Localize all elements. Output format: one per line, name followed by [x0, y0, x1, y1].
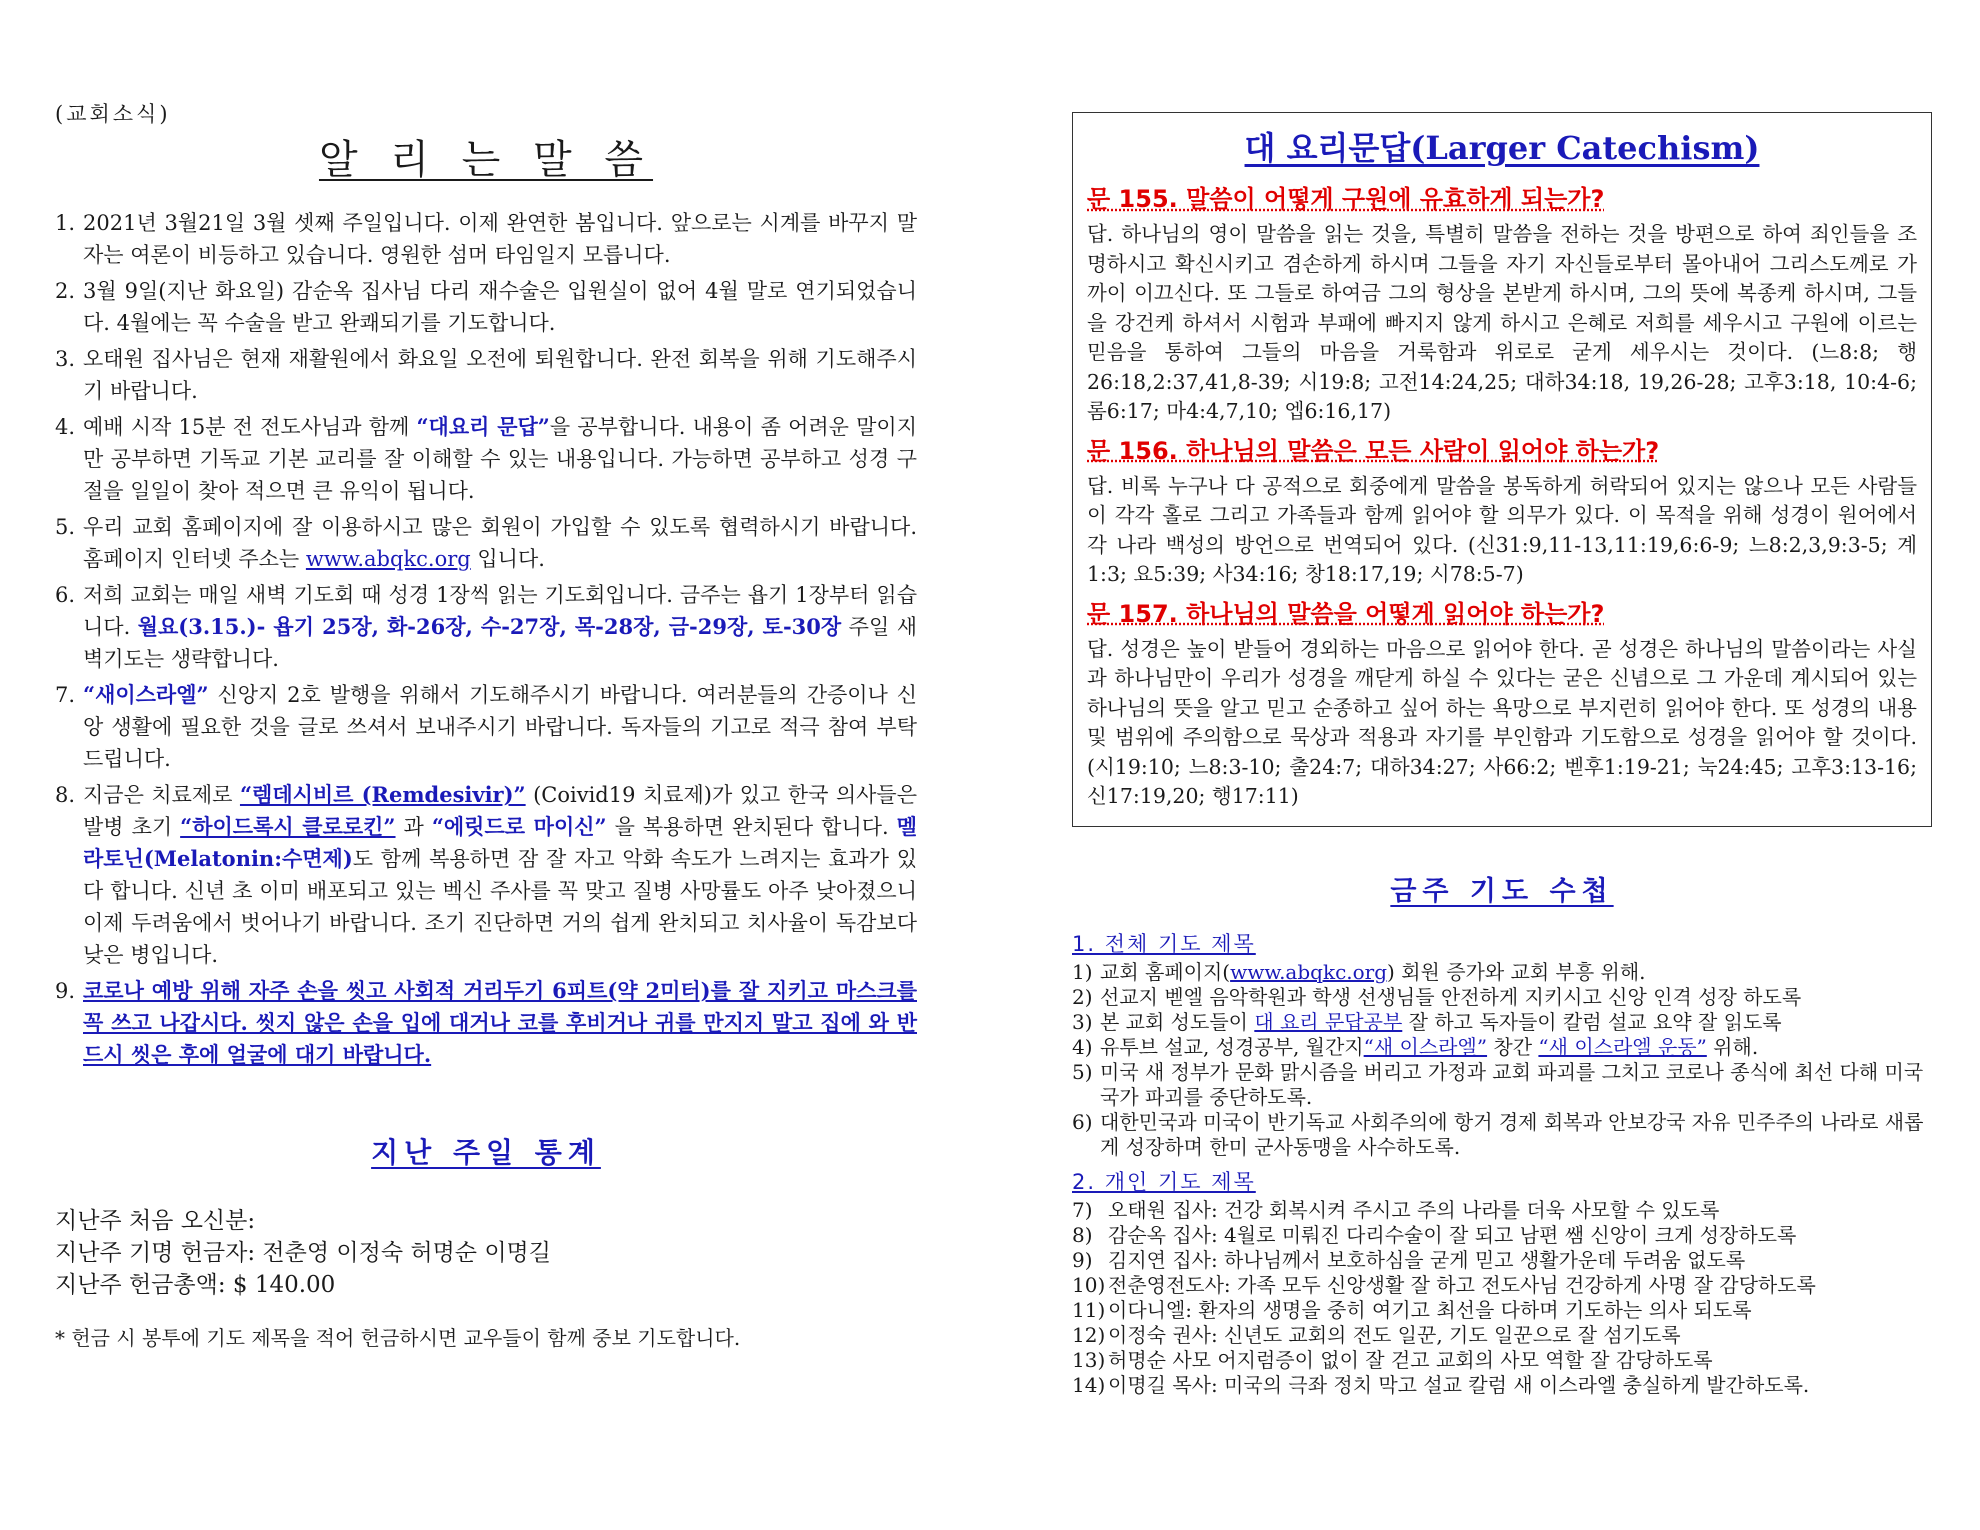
prayer-number: 5) — [1072, 1059, 1093, 1084]
notice-number: 6. — [55, 583, 76, 607]
text-segment: “대요리 문답” — [416, 414, 550, 439]
left-column — [55, 120, 917, 1353]
text-segment: 주일 새벽기도는 생략합니다. — [83, 615, 917, 671]
notice-number: 1. — [55, 211, 76, 235]
stats-title: 지난 주일 통계 — [371, 1136, 601, 1169]
text-segment: “렘데시비르 (Remdesivir)” — [239, 782, 526, 807]
prayer-item — [1072, 1035, 1932, 1060]
prayer-item — [1072, 1223, 1932, 1248]
notice-number: 5. — [55, 515, 76, 539]
prayer-number: 8) — [1072, 1222, 1093, 1247]
general-prayer-list — [1072, 960, 1932, 1160]
catechism-items — [1087, 179, 1917, 812]
catechism-answer: 답. 하나님의 영이 말씀을 읽는 것을, 특별히 말씀을 전하는 것을 방편으로 하여 죄인들을 조명하시고 확신시키고 겸손하게 하시며 그들을 자기 자신들로부터 몰아내어 그리스도께로 가까이 이끄신다. 또 그들로 하여금 그의 형상을 본받게 하시며, 그의 뜻에 복종케 하시며, 그들을 강건케 하셔서 시험과 부패에 빠지지 않게 하시고 은혜로 저희를 세우시고 구원에 이르는 믿음을 통하여 그들의 마음을 거룩함과 위로로 굳게 세우시는 것이다. (느8:8; 행26:18,2:37,41,8-39; 시19:8; 고전14:24,25; 대하34:18, 19,26-28; 고후3:18, 10:4-6; 롬6:17; 마4:4,7,10; 엡6:16,17) — [1087, 222, 1917, 423]
text-segment: “새 이스라엘” — [1363, 1034, 1488, 1059]
text-segment: 을 복용하면 완치된다 합니다. — [606, 815, 897, 839]
prayer-number: 4) — [1072, 1034, 1093, 1059]
text-segment: 지금은 치료제로 — [83, 783, 240, 807]
text-segment: 3월 9일(지난 화요일) 감순옥 집사님 다리 재수술은 입원실이 없어 4월 말로 연기되었습니다. 4월에는 꼭 수술을 받고 완쾌되기를 기도합니다. — [83, 279, 917, 335]
prayer-number: 13) — [1072, 1347, 1106, 1372]
prayer-item — [1072, 1248, 1932, 1273]
right-column — [1072, 112, 1932, 1398]
catechism-question: 문 157. 하나님의 말씀을 어떻게 읽어야 하는가? — [1087, 599, 1605, 628]
text-segment: 유투브 설교, 성경공부, 월간지 — [1100, 1034, 1364, 1059]
prayer-text: 오태원 집사: 건강 회복시켜 주시고 주의 나라를 더욱 사모할 수 있도록 — [1108, 1197, 1720, 1222]
prayer-item — [1072, 1060, 1932, 1110]
notice-item — [55, 207, 917, 271]
prayer-text: 감순옥 집사: 4월로 미뤄진 다리수술이 잘 되고 남편 쌤 신앙이 크게 성장하도록 — [1108, 1222, 1797, 1247]
notice-number: 2. — [55, 279, 76, 303]
prayer-item — [1072, 1198, 1932, 1223]
prayer-text: 허명순 사모 어지럼증이 없이 잘 걷고 교회의 사모 역할 잘 감당하도록 — [1108, 1347, 1713, 1372]
text-segment: 신앙지 2호 발행을 위해서 기도해주시기 바랍니다. 여러분들의 간증이나 신앙 생활에 필요한 것을 글로 쓰셔서 보내주시기 바랍니다. 독자들의 기고로 적극 참여 부탁드립니다. — [83, 683, 917, 771]
notice-item — [55, 975, 917, 1071]
prayer-text: 이정숙 권사: 신년도 교회의 전도 일꾼, 기도 일꾼으로 잘 섬기도록 — [1108, 1322, 1681, 1347]
text-segment: 저희 교회는 매일 새벽 기도회 때 성경 1장씩 읽는 기도회입니다. 금주는 욥기 1장부터 읽습니다. — [83, 583, 917, 639]
prayer-item — [1072, 985, 1932, 1010]
text-segment: 선교지 벧엘 음악학원과 학생 선생님들 안전하게 지키시고 신앙 인격 성장 하도록 — [1100, 984, 1802, 1009]
prayer-text: 김지연 집사: 하나님께서 보호하심을 굳게 믿고 생활가운데 두려움 없도록 — [1108, 1247, 1746, 1272]
notice-number: 8. — [55, 783, 76, 807]
text-segment: “새이스라엘” — [83, 682, 209, 707]
text-segment: 오태원 집사님은 현재 재활원에서 화요일 오전에 퇴원합니다. 완전 회복을 위해 기도해주시기 바랍니다. — [83, 347, 917, 403]
text-segment: “하이드록시 클로로킨” — [180, 814, 396, 839]
text-segment: 대 요리 문답공부 — [1254, 1009, 1403, 1034]
text-segment: 본 교회 성도들이 — [1100, 1009, 1255, 1034]
prayer-number: 1) — [1072, 959, 1093, 984]
catechism-answer: 답. 성경은 높이 받들어 경외하는 마음으로 읽어야 한다. 곧 성경은 하나님의 말씀이라는 사실과 하나님만이 우리가 성경을 깨닫게 하실 수 있다는 굳은 신념으로 그 가운데 계시되어 있는 하나님의 뜻을 알고 믿고 순종하고 싶어 하는 욕망으로 부지런히 읽어야 한다. 또 성경의 내용 및 범위에 주의함으로 묵상과 적용과 자기를 부인함과 기도함으로 성경을 읽어야 할 것이다. (시19:10; 느8:3-10; 출24:7; 대하34:27; 사66:2; 벧후1:19-21; 눅24:45; 고후3:13-16; 신17:19,20; 행17:11) — [1087, 636, 1917, 808]
catechism-question: 문 155. 말씀이 어떻게 구원에 유효하게 되는가? — [1087, 185, 1605, 213]
homepage-link[interactable]: www.abqkc.org — [1230, 959, 1388, 984]
text-segment: 도 함께 복용하면 잠 잘 자고 악화 속도가 느려지는 효과가 있다 합니다. 신년 초 이미 배포되고 있는 벡신 주사를 꼭 맞고 질병 사망률도 아주 낮아졌으니 이제 두려움에서 벗어나기 바랍니다. 조기 진단하면 거의 쉽게 완치되고 치사율이 독감보다 낮은 병입니다. — [83, 847, 917, 967]
general-prayer-heading: 1. 전체 기도 제목 — [1072, 931, 1256, 956]
text-segment: 2021년 3월21일 3월 셋째 주일입니다. 이제 완연한 봄입니다. 앞으로는 시계를 바꾸지 말자는 여론이 비등하고 있습니다. 영원한 섬머 타임일지 모릅니다. — [83, 211, 917, 267]
text-segment: 과 — [395, 815, 432, 839]
church-news-tag: (교회소식) — [55, 102, 171, 126]
prayer-text: 이명길 목사: 미국의 극좌 정치 막고 설교 칼럼 새 이스라엘 충실하게 발간하도록. — [1108, 1372, 1810, 1397]
catechism-title: 대 요리문답(Larger Catechism) — [1244, 129, 1760, 167]
prayer-number: 6) — [1072, 1109, 1093, 1134]
text-segment: 우리 교회 홈페이지에 잘 이용하시고 많은 회원이 가입할 수 있도록 협력하시기 바랍니다. 홈페이지 인터넷 주소는 — [83, 515, 917, 571]
offering-total-line: 지난주 헌금총액: $ 140.00 — [55, 1272, 336, 1298]
notice-number: 9. — [55, 979, 76, 1003]
prayer-number: 11) — [1072, 1297, 1106, 1322]
text-segment: 을 공부합니다. 내용이 좀 어려운 말이지만 공부하면 기독교 기본 교리를 잘 이해할 수 있는 내용입니다. 가능하면 공부하고 성경 구절을 일일이 찾아 적으면 큰 유익이 됩니다. — [83, 415, 917, 503]
first-visitors-line: 지난주 처음 오신분: — [55, 1208, 256, 1234]
prayer-item — [1072, 960, 1932, 985]
text-segment: 잘 하고 독자들이 칼럼 설교 요약 잘 읽도록 — [1402, 1009, 1782, 1034]
prayer-text: 전춘영전도사: 가족 모두 신앙생활 잘 하고 전도사님 건강하게 사명 잘 감당하도록 — [1108, 1272, 1816, 1297]
prayer-text: 이다니엘: 환자의 생명을 중히 여기고 최선을 다하며 기도하는 의사 되도록 — [1108, 1297, 1752, 1322]
text-segment: 대한민국과 미국이 반기독교 사회주의에 항거 경제 회복과 안보강국 자유 민주주의 나라로 새롭게 성장하며 한미 군사동맹을 사수하도록. — [1100, 1109, 1924, 1159]
text-segment: 월요(3.15.)- 욥기 25장, 화-26장, 수-27장, 목-28장, 금-29장, 토-30장 — [137, 614, 842, 639]
prayer-number: 7) — [1072, 1197, 1093, 1222]
catechism-question: 문 156. 하나님의 말씀은 모든 사람이 읽어야 하는가? — [1087, 436, 1660, 465]
prayer-item — [1072, 1273, 1932, 1298]
notice-item — [55, 779, 917, 971]
homepage-link[interactable]: www.abqkc.org — [305, 547, 471, 571]
text-segment: 예배 시작 15분 전 전도사님과 함께 — [83, 415, 417, 439]
prayer-number: 10) — [1072, 1272, 1106, 1297]
catechism-answer: 답. 비록 누구나 다 공적으로 회중에게 말씀을 봉독하게 허락되어 있지는 않으나 모든 사람들이 각각 홀로 그리고 가족들과 함께 읽어야 할 의무가 있다. 이 목적을 위해 성경이 원어에서 각 나라 백성의 방언으로 번역되어 있다. (신31:9,11-13,11:19,6:6-9; 느8:2,3,9:3-5; 계1:3; 요5:39; 사34:16; 창18:17,19; 시78:5-7) — [1087, 473, 1917, 586]
prayer-number: 3) — [1072, 1009, 1093, 1034]
notice-number: 7. — [55, 683, 76, 707]
notice-item — [55, 511, 917, 575]
text-segment: 창간 — [1487, 1034, 1539, 1059]
notices-list — [55, 207, 917, 1071]
prayer-item — [1072, 1323, 1932, 1348]
catechism-box — [1072, 112, 1932, 827]
text-segment: 미국 새 정부가 문화 맑시즘을 버리고 가정과 교회 파괴를 그치고 코로나 종식에 최선 다해 미국 국가 파괴를 중단하도록. — [1100, 1059, 1924, 1109]
notice-item — [55, 411, 917, 507]
notice-item — [55, 275, 917, 339]
notice-number: 3. — [55, 347, 76, 371]
prayer-number: 9) — [1072, 1247, 1093, 1272]
text-segment: 교회 홈페이지( — [1100, 959, 1231, 984]
text-segment: 멜라토닌(Melatonin:수면제) — [83, 814, 918, 871]
text-segment: (Coivid19 치료제)가 있고 한국 의사들은 발병 초기 — [83, 783, 917, 839]
notices-title: 알 리 는 말 씀 — [318, 137, 654, 183]
prayer-number: 14) — [1072, 1372, 1106, 1397]
prayer-item — [1072, 1373, 1932, 1398]
prayer-title: 금주 기도 수첩 — [1390, 875, 1614, 907]
text-segment: 코로나 예방 위해 자주 손을 씻고 사회적 거리두기 6피트(약 2미터)를 잘 지키고 마스크를 꼭 쓰고 나갑시다. 씻지 않은 손을 입에 대거나 코를 후비거나 귀를 만지지 말고 집에 와 반드시 씻은 후에 얼굴에 대기 바랍니다. — [83, 978, 917, 1067]
prayer-number: 2) — [1072, 984, 1093, 1009]
text-segment: ) 회원 증가와 교회 부흥 위해. — [1387, 959, 1646, 984]
offering-note: * 헌금 시 봉투에 기도 제목을 적어 헌금하시면 교우들이 함께 중보 기도합니다. — [55, 1326, 741, 1350]
prayer-item — [1072, 1348, 1932, 1373]
notice-number: 4. — [55, 415, 76, 439]
text-segment: 입니다. — [470, 547, 545, 571]
donors-line: 지난주 기명 헌금자: 전춘영 이정숙 허명순 이명길 — [55, 1240, 551, 1266]
text-segment: “에릿드로 마이신” — [431, 814, 607, 839]
prayer-item — [1072, 1298, 1932, 1323]
personal-prayer-heading: 2. 개인 기도 제목 — [1072, 1169, 1256, 1194]
notice-item — [55, 579, 917, 675]
personal-prayer-list — [1072, 1198, 1932, 1398]
text-segment: 위해. — [1706, 1034, 1759, 1059]
prayer-item — [1072, 1110, 1932, 1160]
notice-item — [55, 679, 917, 775]
notice-item — [55, 343, 917, 407]
prayer-item — [1072, 1010, 1932, 1035]
text-segment: “새 이스라엘 운동” — [1538, 1034, 1707, 1059]
prayer-number: 12) — [1072, 1322, 1106, 1347]
